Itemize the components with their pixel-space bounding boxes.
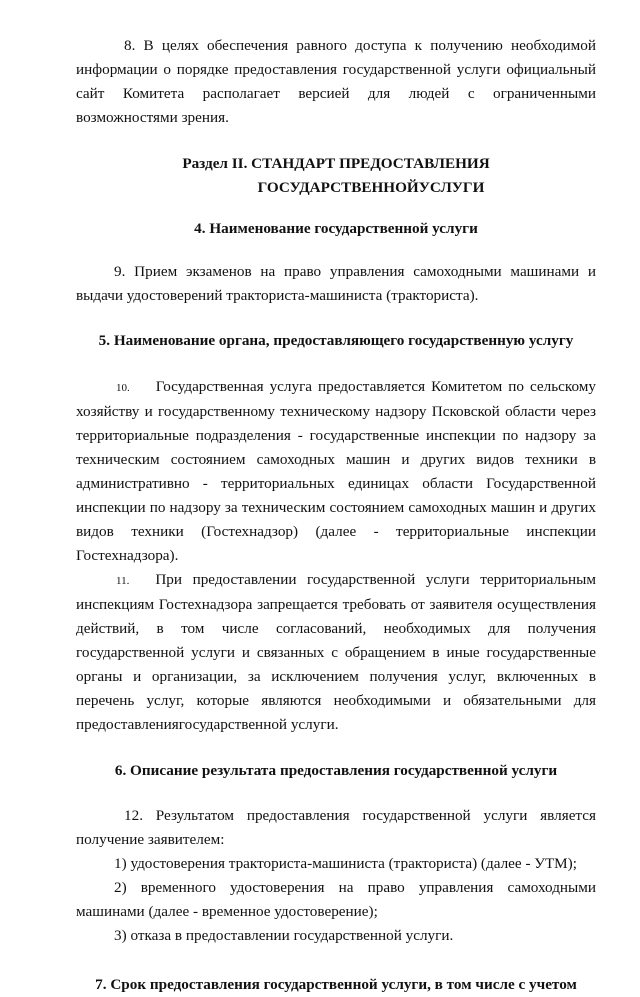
paragraph-10 bbox=[76, 375, 596, 568]
paragraph-12-intro: 12. Результатом предоставления государственной услуги является получение заявителем: bbox=[76, 807, 596, 848]
heading-5: 5. Наименование органа, предоставляющего государственную услугу bbox=[98, 332, 574, 349]
paragraph-9: 9. Прием экзаменов на право управления самоходными машинами и выдачи удостоверений тракториста-машиниста (тракториста). bbox=[76, 263, 596, 304]
heading-7: 7. Срок предоставления государственной услуги, в том числе с учетом bbox=[95, 976, 577, 993]
heading-4: 4. Наименование государственной услуги bbox=[194, 220, 478, 237]
paragraph-11 bbox=[76, 568, 596, 737]
paragraph-11-number: 11. bbox=[116, 575, 130, 587]
paragraph-10-text: Государственная услуга предоставляется Комитетом по сельскому хозяйству и государственному техническому надзору Псковской области через территориальные подразделения - государственные инспекции по надзору за техническим состоянием самоходных машин и других видов техники в административно - территориальных единицах области Государственной инспекции по надзору за техническим состоянием самоходных машин и других видов техники (Гостехнадзор) (далее - территориальные инспекции Гостехнадзора). bbox=[76, 378, 596, 564]
document-page bbox=[76, 34, 596, 997]
section-title-line-1: Раздел II. СТАНДАРТ ПРЕДОСТАВЛЕНИЯ bbox=[182, 155, 490, 172]
heading-6: 6. Описание результата предоставления государственной услуги bbox=[114, 762, 558, 779]
result-item-1: 1) удостоверения тракториста-машиниста (тракториста) (далее - УТМ); bbox=[114, 855, 577, 872]
paragraph-8: 8. В целях обеспечения равного доступа к получению необходимой информации о порядке предоставления государственной услуги официальный сайт Комитета располагает версией для людей с ограниченными возможностями зрения. bbox=[76, 37, 596, 126]
result-item-2: 2) временного удостоверения на право управления самоходными машинами (далее - временное удостоверение); bbox=[76, 879, 596, 920]
paragraph-11-text: При предоставлении государственной услуги территориальным инспекциям Гостехнадзора запрещается требовать от заявителя осуществления действий, в том числе согласований, необходимых для получения государственной услуги и связанных с обращением в иные государственные органы и организации, за исключением получения услуг, включенных в перечень услуг, которые являются необходимыми и обязательными для предоставлениягосударственной услуги. bbox=[76, 571, 596, 733]
section-title bbox=[76, 152, 596, 200]
section-title-line-2: ГОСУДАРСТВЕННОЙУСЛУГИ bbox=[257, 179, 485, 196]
paragraph-10-number: 10. bbox=[116, 382, 130, 394]
result-item-3: 3) отказа в предоставлении государственной услуги. bbox=[114, 927, 454, 944]
